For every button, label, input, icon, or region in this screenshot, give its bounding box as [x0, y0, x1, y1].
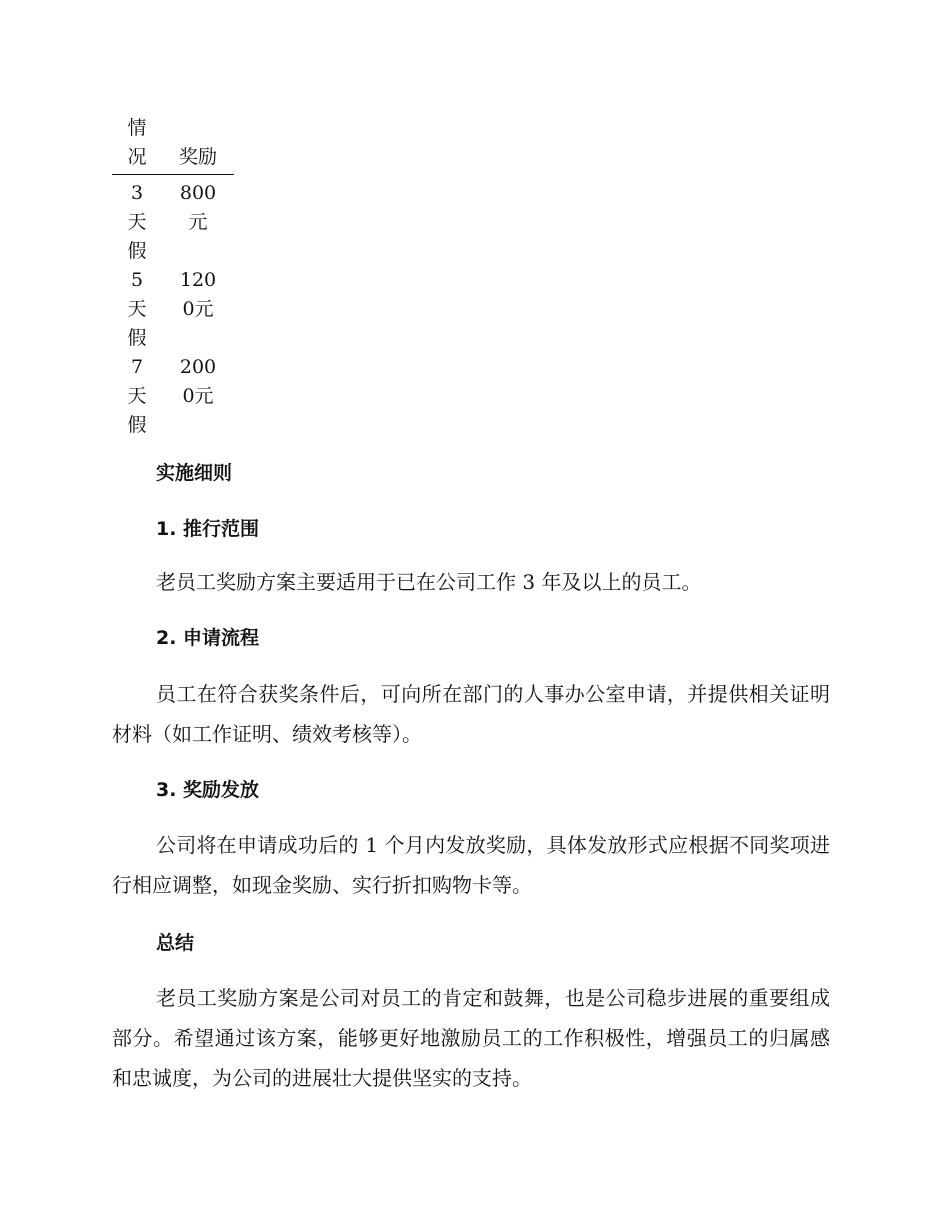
- table-row: [112, 353, 234, 440]
- condition-value: 3天假: [127, 182, 147, 262]
- table-cell-reward: [162, 353, 234, 440]
- reward-table-header-row: [112, 114, 234, 175]
- header-reward: [162, 114, 234, 175]
- condition-value: 7天假: [127, 356, 147, 436]
- reward-table-header: [112, 114, 234, 175]
- application-section: [112, 623, 830, 650]
- scope-heading: 1. 推行范围: [156, 518, 260, 540]
- table-cell-reward: [162, 266, 234, 353]
- implementation-heading: 实施细则: [156, 462, 233, 484]
- scope-section: [112, 514, 830, 541]
- application-heading: 2. 申请流程: [156, 627, 260, 649]
- application-paragraph: 员工在符合获奖条件后，可向所在部门的人事办公室申请，并提供相关证明材料（如工作证明、绩效考核等）。: [112, 682, 830, 746]
- header-reward-label: 奖励: [178, 146, 217, 168]
- condition-value: 5天假: [127, 269, 147, 349]
- distribution-paragraph: 公司将在申请成功后的 1 个月内发放奖励，具体发放形式应根据不同奖项进行相应调整，如现金奖励、实行折扣购物卡等。: [112, 833, 830, 897]
- reward-value: 2000元: [179, 356, 217, 407]
- header-condition: [112, 114, 162, 175]
- scope-paragraph: 老员工奖励方案主要适用于已在公司工作 3 年及以上的员工。: [156, 570, 702, 594]
- reward-table: [112, 114, 234, 440]
- table-cell-condition: [112, 175, 162, 267]
- summary-paragraph: 老员工奖励方案是公司对员工的肯定和鼓舞，也是公司稳步进展的重要组成部分。希望通过该方案，能够更好地激励员工的工作积极性，增强员工的归属感和忠诚度，为公司的进展壮大提供坚实的支持。: [112, 986, 830, 1090]
- header-condition-label: 情况: [127, 117, 147, 168]
- summary-paragraph-block: [112, 978, 830, 1098]
- table-cell-reward: [162, 175, 234, 267]
- table-cell-condition: [112, 266, 162, 353]
- summary-section: [112, 928, 830, 955]
- reward-value: 800元: [179, 182, 217, 233]
- table-row: [112, 266, 234, 353]
- summary-heading: 总结: [156, 932, 195, 954]
- scope-paragraph-block: [112, 562, 830, 602]
- reward-table-body: [112, 175, 234, 441]
- application-paragraph-block: [112, 674, 830, 754]
- table-row: [112, 175, 234, 267]
- distribution-paragraph-block: [112, 825, 830, 905]
- distribution-heading: 3. 奖励发放: [156, 779, 260, 801]
- implementation-section: [112, 458, 830, 485]
- distribution-section: [112, 775, 830, 802]
- table-cell-condition: [112, 353, 162, 440]
- reward-value: 1200元: [179, 269, 217, 320]
